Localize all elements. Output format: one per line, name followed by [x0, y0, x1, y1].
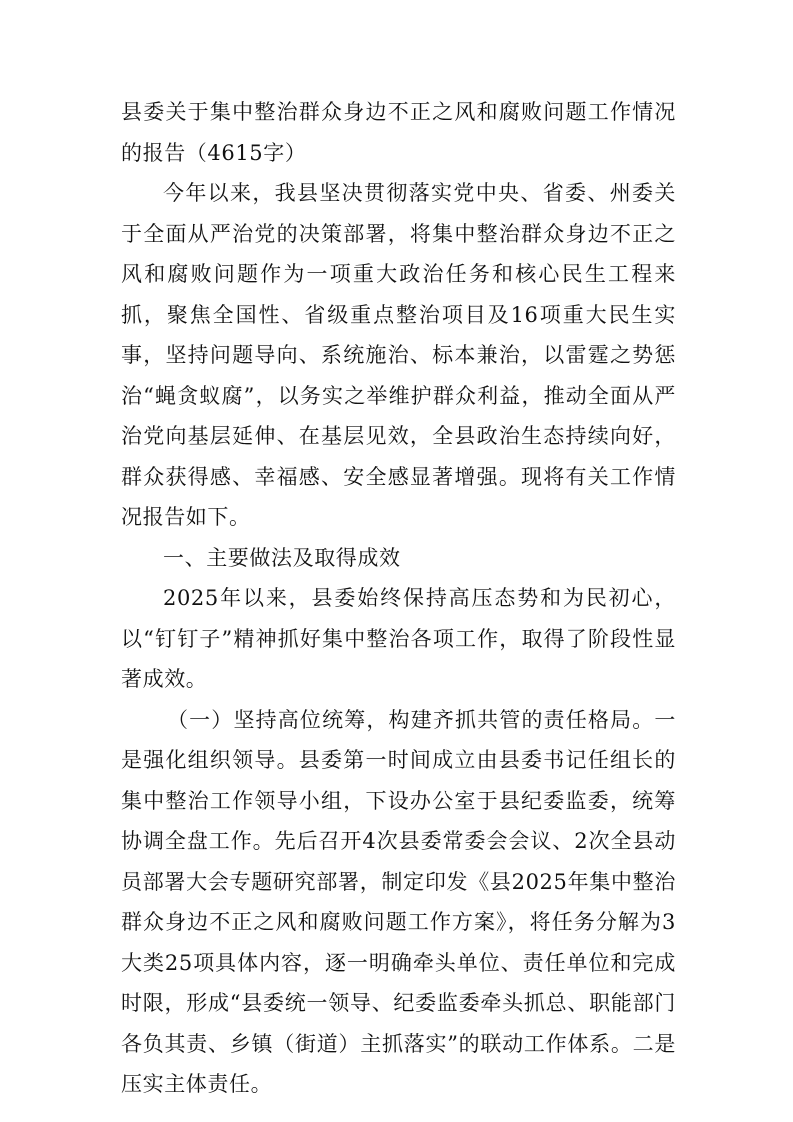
section-intro-paragraph: 2025年以来，县委始终保持高压态势和为民初心，以“钉钉子”精神抓好集中整治各项工作，取得了阶段性显著成效。	[121, 586, 676, 691]
section-heading: 一、主要做法及取得成效	[163, 545, 401, 570]
document-title: 县委关于集中整治群众身边不正之风和腐败问题工作情况的报告（4615字）	[121, 100, 676, 165]
document-body	[121, 92, 676, 1105]
intro-paragraph: 今年以来，我县坚决贯彻落实党中央、省委、州委关于全面从严治党的决策部署，将集中整治群众身边不正之风和腐败问题作为一项重大政治任务和核心民生工程来抓，聚焦全国性、省级重点整治项目及16项重大民生实事，坚持问题导向、系统施治、标本兼治，以雷霆之势惩治“蝇贪蚁腐”，以务实之举维护群众利益，推动全面从严治党向基层延伸、在基层见效，全县政治生态持续向好，群众获得感、幸福感、安全感显著增强。现将有关工作情况报告如下。	[121, 181, 676, 529]
subsection-paragraph: （一）坚持高位统筹，构建齐抓共管的责任格局。一是强化组织领导。县委第一时间成立由县委书记任组长的集中整治工作领导小组，下设办公室于县纪委监委，统筹协调全盘工作。先后召开4次县委常委会会议、2次全县动员部署大会专题研究部署，制定印发《县2025年集中整治群众身边不正之风和腐败问题工作方案》，将任务分解为3大类25项具体内容，逐一明确牵头单位、责任单位和完成时限，形成“县委统一领导、纪委监委牵头抓总、职能部门各负其责、乡镇（街道）主抓落实”的联动工作体系。二是压实主体责任。	[121, 707, 676, 1096]
